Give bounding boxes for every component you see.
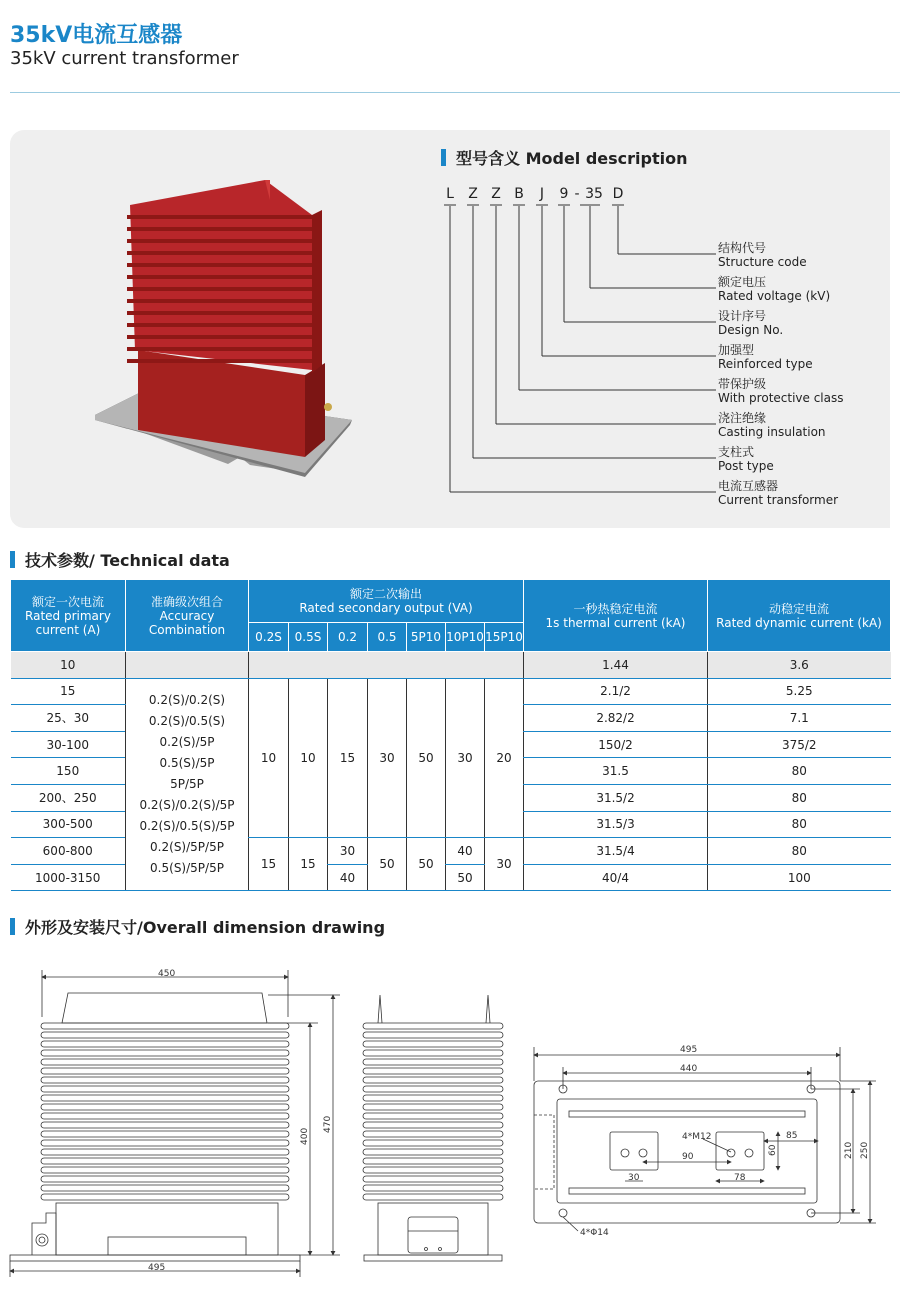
dynamic-current: 7.1 [708,705,891,732]
dim-plan-bolt: 4*M12 [682,1132,712,1142]
header-divider [10,92,900,93]
output-cell: 50 [446,864,485,891]
dim-plan-90: 90 [682,1152,694,1162]
model-letter-35: 35 [585,186,603,202]
dynamic-current: 80 [708,758,891,785]
model-label-structure: 结构代号 Structure code [718,241,807,269]
tech-section-title [10,548,230,571]
dim-front-base: 495 [148,1263,166,1273]
dim-plan-30: 30 [628,1173,640,1183]
dynamic-current: 80 [708,838,891,865]
technical-data-table [10,579,891,891]
model-section-title-text: 型号含义 Model description [456,149,688,168]
table-row [11,678,891,705]
dynamic-current: 80 [708,784,891,811]
model-letter-Z1: Z [468,186,478,202]
accuracy-empty [126,652,249,679]
dim-plan-210: 210 [844,1141,854,1159]
product-image [90,175,360,485]
header-class-0.2S: 0.2S [249,623,289,652]
drawing-section-title-text: 外形及安装尺寸/Overall dimension drawing [25,918,386,937]
thermal-current: 40/4 [524,864,708,891]
model-label-casting: 浇注绝缘 Casting insulation [718,411,826,439]
model-label-voltage: 额定电压 Rated voltage (kV) [718,275,831,303]
dim-plan-width: 495 [680,1045,698,1055]
dynamic-current: 100 [708,864,891,891]
primary-current: 15 [11,678,126,705]
dynamic-current: 3.6 [708,652,891,679]
model-letter-dash: - [574,186,580,202]
output-cell: 30 [368,678,407,838]
header-class-10P10: 10P10 [446,623,485,652]
header-dynamic: 动稳定电流 Rated dynamic current (kA) [708,580,891,652]
output-cell: 30 [446,678,485,838]
primary-current: 200、250 [11,784,126,811]
section-marker [10,551,15,568]
header-thermal: 一秒热稳定电流 1s thermal current (kA) [524,580,708,652]
table-row [11,652,891,679]
primary-current: 600-800 [11,838,126,865]
output-cell: 15 [328,678,368,838]
primary-current: 300-500 [11,811,126,838]
dim-front-height-inner: 400 [300,1127,310,1145]
header-accuracy: 准确级次组合 Accuracy Combination [126,580,249,652]
model-label-ct: 电流互感器 Current transformer [718,479,839,507]
section-marker [441,149,446,166]
model-section-title [441,146,688,169]
thermal-current: 2.82/2 [524,705,708,732]
dim-plan-holes: 4*Φ14 [580,1228,609,1238]
dim-plan-78: 78 [734,1173,746,1183]
thermal-current: 31.5 [524,758,708,785]
thermal-current: 31.5/3 [524,811,708,838]
output-cell: 40 [328,864,368,891]
thermal-current: 1.44 [524,652,708,679]
model-label-reinforced: 加强型 Reinforced type [718,343,813,371]
output-cell: 10 [249,678,289,838]
dimension-drawing [0,955,900,1295]
header-class-0.5S: 0.5S [289,623,328,652]
model-description [440,186,890,506]
accuracy-combinations: 0.2(S)/0.2(S) 0.2(S)/0.5(S) 0.2(S)/5P 0.5(S)/5P 5P/5P 0.2(S)/0.2(S)/5P 0.2(S)/0.5(S)/5P 0.2(S)/5P/5P 0.5(S)/5P/5P [126,678,249,891]
model-letter-B: B [514,186,524,202]
thermal-current: 31.5/4 [524,838,708,865]
front-view [10,970,340,1277]
thermal-current: 2.1/2 [524,678,708,705]
section-marker [10,918,15,935]
page-subtitle: 35kV current transformer [10,48,239,69]
header-class-5P10: 5P10 [407,623,446,652]
dim-front-width: 450 [158,969,176,979]
model-leader-lines [440,186,890,506]
output-cell: 20 [485,678,524,838]
output-cell: 15 [249,838,289,891]
output-cell: 40 [446,838,485,865]
output-cell: 30 [485,838,524,891]
dim-front-height-total: 470 [323,1115,333,1133]
side-view [363,995,503,1261]
model-letter-D: D [612,186,624,202]
output-empty [249,652,524,679]
primary-current: 10 [11,652,126,679]
output-cell: 30 [328,838,368,865]
tech-section-title-text: 技术参数/ Technical data [25,551,230,570]
dim-plan-85: 85 [786,1131,798,1141]
output-cell: 10 [289,678,328,838]
model-letter-9: 9 [559,186,569,202]
thermal-current: 31.5/2 [524,784,708,811]
model-label-protective: 带保护级 With protective class [718,377,844,405]
drawing-section-title [10,915,385,938]
model-letter-L: L [446,186,454,202]
model-label-design: 设计序号 Design No. [718,309,784,337]
dynamic-current: 5.25 [708,678,891,705]
model-label-post: 支柱式 Post type [718,445,774,473]
page-title: 35kV电流互感器 [10,23,183,48]
dim-plan-250: 250 [860,1141,870,1159]
dim-plan-hole-span: 440 [680,1064,698,1074]
dynamic-current: 80 [708,811,891,838]
output-cell: 50 [407,838,446,891]
thermal-current: 150/2 [524,731,708,758]
primary-current: 25、30 [11,705,126,732]
header-class-15P10: 15P10 [485,623,524,652]
primary-current: 1000-3150 [11,864,126,891]
dim-plan-60: 60 [768,1144,778,1156]
header-secondary: 额定二次输出 Rated secondary output (VA) [249,580,524,623]
output-cell: 50 [407,678,446,838]
header-class-0.5: 0.5 [368,623,407,652]
primary-current: 30-100 [11,731,126,758]
header-primary: 额定一次电流 Rated primary current (A) [11,580,126,652]
model-letter-Z2: Z [491,186,501,202]
primary-current: 150 [11,758,126,785]
header-class-0.2: 0.2 [328,623,368,652]
output-cell: 50 [368,838,407,891]
dynamic-current: 375/2 [708,731,891,758]
output-cell: 15 [289,838,328,891]
model-letter-J: J [539,186,545,202]
